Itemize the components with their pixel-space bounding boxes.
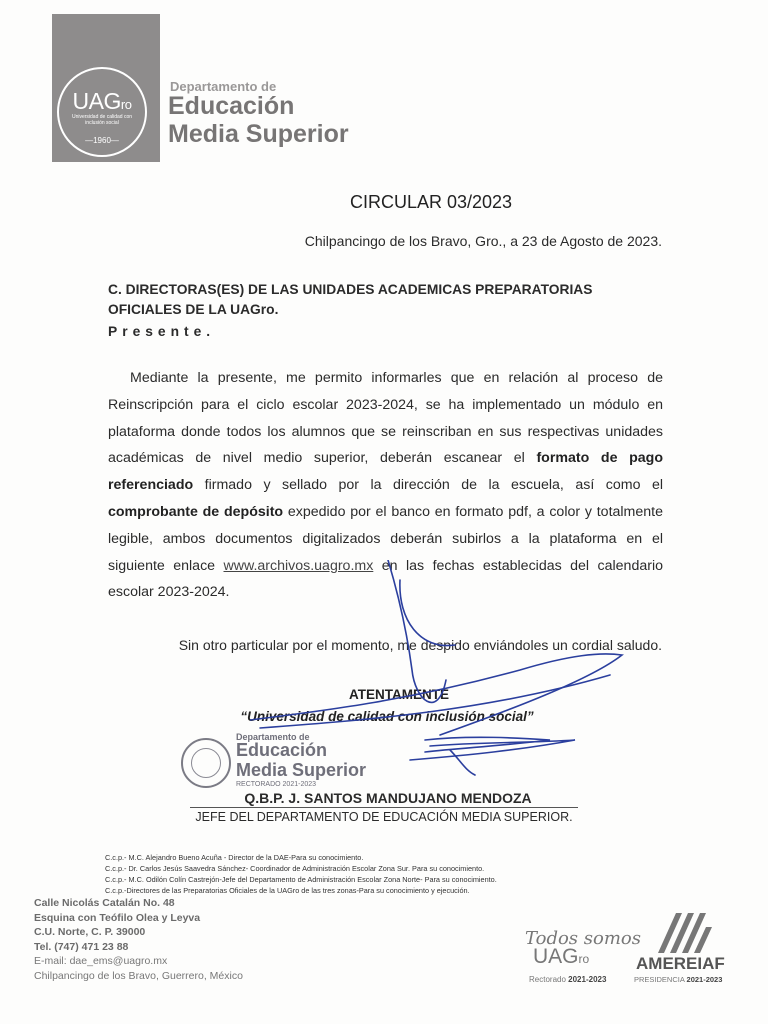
amereiaf-logo-icon	[650, 905, 720, 955]
rectorado-label: Rectorado 2021-2023	[529, 975, 607, 984]
amereiaf-label: AMEREIAF	[636, 954, 725, 973]
university-motto: “Universidad de calidad con inclusión social”	[240, 709, 534, 724]
dept-label-line2: Media Superior	[168, 120, 349, 148]
todos-somos-logo-text: Todos somos	[525, 928, 641, 949]
cc-item: C.c.p.-Directores de las Preparatorias Oficiales de la UAGro de las tres zonas-Para su conocimiento y ejecución.	[105, 886, 470, 895]
bold-comprobante: comprobante de depósito	[108, 503, 284, 520]
stamp-footer: RECTORADO 2021-2023	[236, 781, 317, 788]
dept-label-line1: Educación	[168, 92, 295, 120]
signer-title: JEFE DEL DEPARTAMENTO DE EDUCACIÓN MEDIA SUPERIOR.	[195, 810, 573, 824]
presidencia-label: PRESIDENCIA 2021-2023	[634, 975, 723, 984]
atentamente: ATENTAMENTE	[349, 687, 449, 702]
greeting-presente: Presente.	[108, 324, 216, 339]
address-line: C.U. Norte, C. P. 39000	[34, 926, 146, 938]
uagro-logo-wordmark: UAGro	[72, 88, 132, 114]
address-email: E-mail: dae_ems@uagro.mx	[34, 955, 168, 967]
circular-title: CIRCULAR 03/2023	[349, 192, 513, 212]
cc-list	[105, 852, 497, 896]
stamp-line2: Media Superior	[236, 760, 367, 780]
todos-somos-uagro: UAGro	[533, 945, 590, 968]
recipient-line-2: OFICIALES DE LA UAGro.	[108, 302, 279, 317]
place-date: Chilpancingo de los Bravo, Gro., a 23 de Agosto de 2023.	[304, 233, 662, 249]
signer-name: Q.B.P. J. SANTOS MANDUJANO MENDOZA	[244, 790, 532, 806]
body-paragraph: Mediante la presente, me permito informarles que en relación al proceso de Reinscripción para el ciclo escolar 2023-2024, se ha implementado un módulo en plataforma donde todos los alumnos que se reinscriban en sus respectivas unidades académicas de nivel medio superior, deberán escanear el formato de pago referenciado firmado y sellado por la dirección de la escuela, así como el comprobante de depósito expedido por el banco en formato pdf, a color y totalmente legible, ambos documentos digitalizados deberán subirlos a la plataforma en el siguiente enlace www.archivos.uagro.mx en las fechas establecidas del calendario escolar 2023-2024.	[108, 370, 664, 601]
uagro-logo-year: —1960—	[85, 136, 119, 145]
stamp-line1: Educación	[236, 740, 328, 760]
address-line: Esquina con Teófilo Olea y Leyva	[34, 911, 201, 924]
uagro-logo-tagline: Universidad de calidad con inclusión social	[71, 114, 133, 126]
handwritten-signature	[250, 560, 650, 800]
cc-item: C.c.p.- Dr. Carlos Jesús Saavedra Sánchez- Coordinador de Administración Escolar Zona Sur. Para su conocimiento.	[105, 864, 485, 873]
address-line: Calle Nicolás Catalán No. 48	[34, 897, 175, 909]
cc-item: C.c.p.- M.C. Alejandro Bueno Acuña - Director de la DAE-Para su conocimiento.	[105, 853, 364, 862]
recipient-line-1: C. DIRECTORAS(ES) DE LAS UNIDADES ACADEMICAS PREPARATORIAS	[108, 282, 593, 297]
stamp-dept: Departamento de	[236, 732, 310, 742]
closing-line: Sin otro particular por el momento, me despido enviándoles un cordial saludo.	[178, 637, 662, 653]
address-phone: Tel. (747) 471 23 88	[34, 940, 129, 953]
dept-label-small: Departamento de	[170, 79, 277, 94]
cc-item: C.c.p.- M.C. Odilón Colín Castrejón-Jefe del Departamento de Administración Escolar Zona Norte- Para su conocimiento.	[105, 875, 497, 884]
signature-line	[190, 807, 578, 808]
address-city: Chilpancingo de los Bravo, Guerrero, México	[34, 969, 243, 982]
address-block	[34, 896, 243, 983]
bold-formato-pago: formato de pago referenciado	[108, 450, 664, 494]
stamp-seal-inner	[191, 748, 221, 778]
archivos-link[interactable]: www.archivos.uagro.mx	[223, 557, 374, 574]
